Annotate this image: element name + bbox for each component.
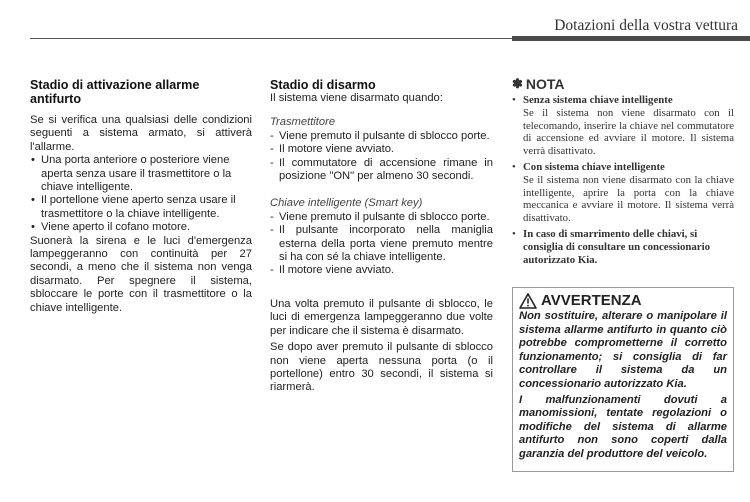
note-item-body: Se il sistema non viene disarmato con il telecomando, inserire la chiave nel commutatore di accensione ed avviare il motore. Il sistema verrà disattivato. (523, 106, 734, 158)
list-item: - Il pulsante incorporato nella maniglia esterna della porta viene premuto mentre si ha con sé la chiave intelligente. (270, 224, 493, 264)
header-title: Dotazioni della vostra vettura (554, 17, 738, 34)
list-item: - Viene premuto il pulsante di sblocco porte. (270, 130, 493, 143)
list-item: • Viene aperto il cofano motore. (30, 221, 252, 234)
outro-text: Suonerà la sirena e le luci d'emergenza lampeggeranno con continuità per 27 secondi, a meno che il sistema non venga disarmato. Per spegnere il sistema, sbloccare le porte con il trasmettitore o la chiave intelligente. (30, 234, 252, 314)
paragraph: Se dopo aver premuto il pulsante di sblocco non viene aperta nessuna porta (o il portellone) entro 30 secondi, il sistema si riarmerà. (270, 341, 493, 394)
note-list (512, 94, 734, 266)
warning-paragraph: I malfunzionamenti dovuti a manomissioni, tentate regolazioni o modifiche del sistema di allarme antifurto non sono coperti dalla garanzia del produttore del veicolo. (519, 393, 727, 460)
intro-text: Il sistema viene disarmato quando: (270, 92, 443, 104)
header-rule (30, 38, 512, 39)
smart-key-list (270, 211, 493, 278)
list-item (512, 228, 734, 266)
transmitter-list (270, 130, 493, 184)
asterisk-icon: ✽ (512, 76, 523, 91)
subheading-smart-key: Chiave intelligente (Smart key) (270, 197, 423, 210)
paragraph: Una volta premuto il pulsante di sblocco, le luci di emergenza lampeggeranno due volte per indicare che il sistema è disarmato. (270, 297, 493, 337)
list-item: - Il commutatore di accensione rimane in posizione "ON" per almeno 30 secondi. (270, 157, 493, 184)
note-item-head: • Con sistema chiave intelligente (523, 160, 665, 173)
list-item (512, 161, 734, 225)
warning-paragraph: Non sostituire, alterare o manipolare il sistema allarme antifurto in quanto ciò potrebbe comprometterne il corretto funzionamento; si consiglia di far controllare il sistema da un concessionario autorizzato Kia. (519, 310, 727, 390)
column-alarm-activation (30, 78, 252, 315)
list-item: • Una porta anteriore o posteriore viene aperta senza usare il trasmettitore o la chiave intelligente. (30, 154, 252, 194)
trigger-list (30, 154, 252, 234)
intro-text: Se si verifica una qualsiasi delle condizioni seguenti a sistema armato, si attiverà l'allarme. (30, 114, 252, 153)
list-item: - Il motore viene avviato. (270, 264, 493, 277)
list-item (512, 94, 734, 158)
warning-title-label: AVVERTENZA (541, 292, 642, 309)
section-heading: Stadio di disarmo (270, 78, 376, 92)
warning-triangle-icon (519, 293, 537, 309)
section-heading: Stadio di attivazione allarme antifurto (30, 78, 200, 106)
note-section (512, 76, 734, 269)
note-title-label: NOTA (525, 76, 565, 92)
note-title (512, 76, 734, 92)
note-item-head: • In caso di smarrimento delle chiavi, si consiglia di consultare un concessionario autorizzato Kia. (523, 227, 710, 266)
warning-box (512, 287, 734, 472)
list-item: - Il motore viene avviato. (270, 143, 493, 156)
note-item-head: • Senza sistema chiave intelligente (523, 94, 673, 106)
list-item: - Viene premuto il pulsante di sblocco porte. (270, 211, 493, 224)
list-item: • Il portellone viene aperto senza usare il trasmettitore o la chiave intelligente. (30, 194, 252, 221)
column-disarm (270, 78, 493, 395)
note-item-body: Se il sistema non viene disarmato con la chiave intelligente, aprire la porta con la chiave meccanica e avviare il motore. Il sistema verrà disattivato. (523, 173, 734, 225)
header-rule-accent (512, 36, 750, 41)
subheading-transmitter: Trasmettitore (270, 116, 336, 129)
warning-title (519, 292, 727, 309)
